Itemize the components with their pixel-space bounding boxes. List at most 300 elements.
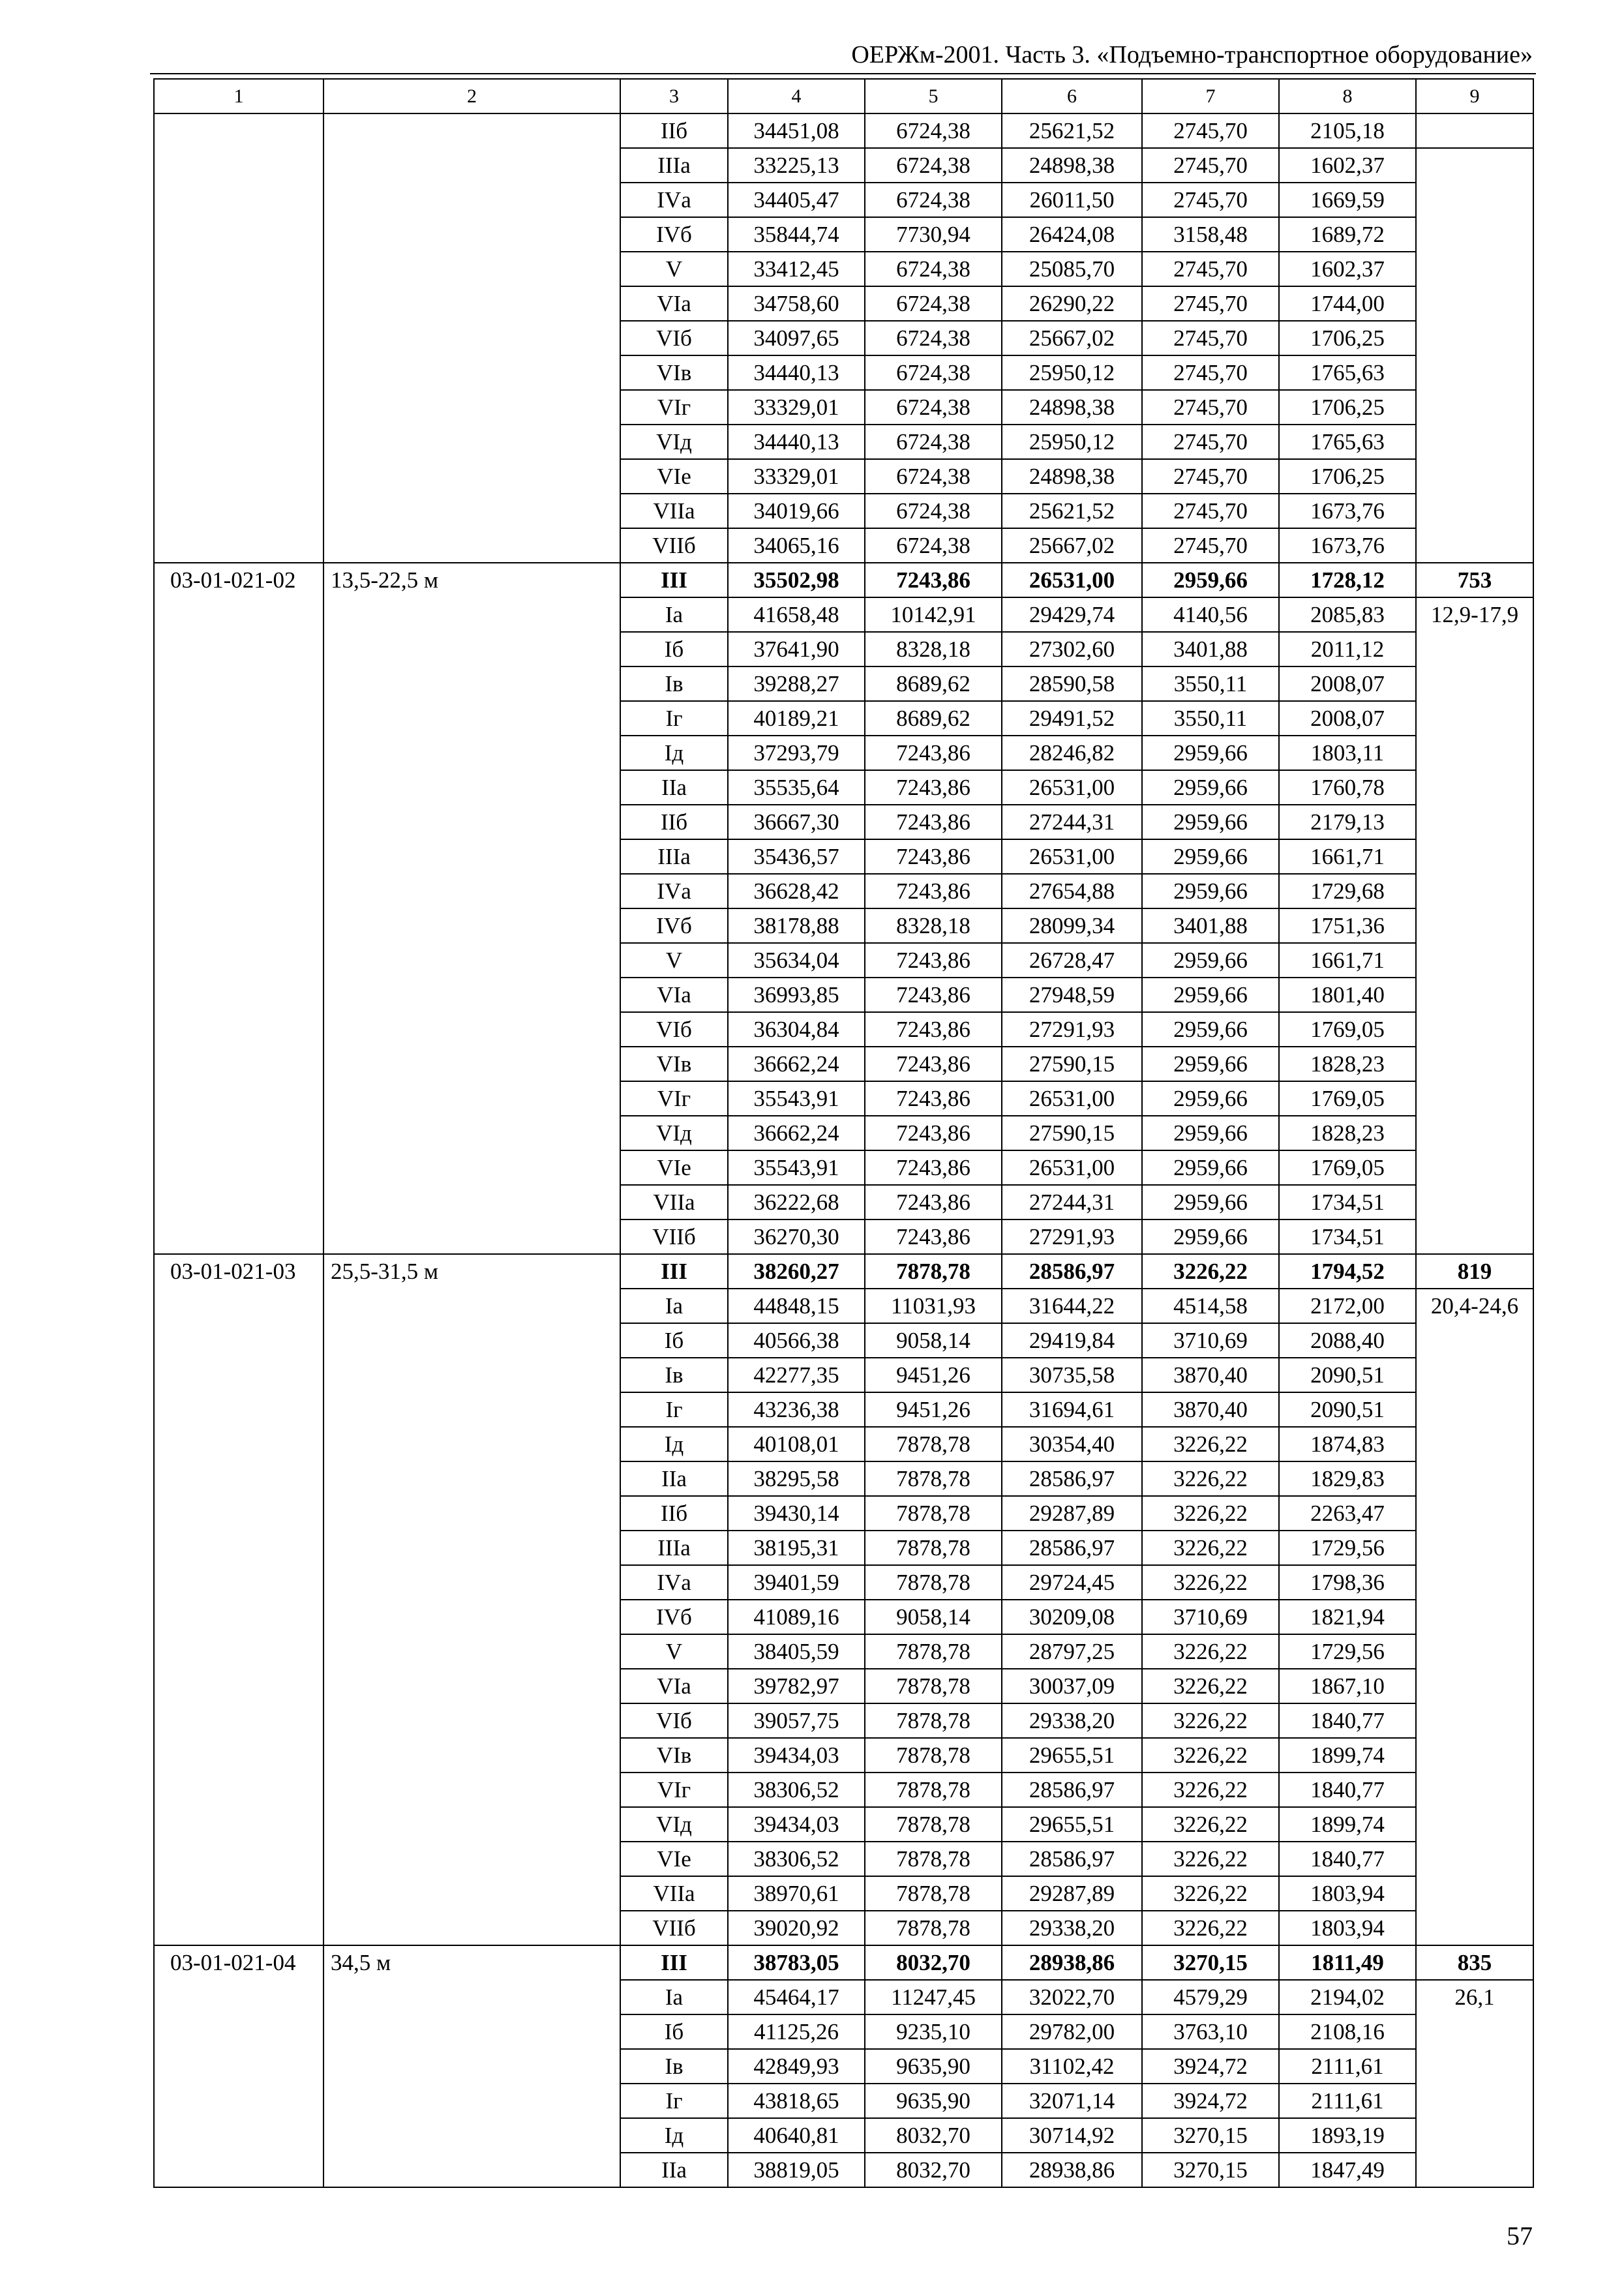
value-cell: 6724,38 — [865, 528, 1002, 563]
zone-cell: VIв — [620, 1047, 728, 1081]
value-cell: 38306,52 — [728, 1773, 865, 1807]
value-cell: 8032,70 — [865, 2118, 1002, 2153]
value-cell: 43818,65 — [728, 2084, 865, 2118]
value-cell: 7243,86 — [865, 736, 1002, 770]
zone-cell: VIIб — [620, 528, 728, 563]
value-cell: 35844,74 — [728, 217, 865, 252]
zone-cell: VIIб — [620, 1911, 728, 1945]
value-cell: 1765,63 — [1279, 355, 1416, 390]
col9-range: 26,1 — [1416, 1980, 1533, 2187]
value-cell: 3401,88 — [1142, 908, 1279, 943]
value-cell: 1794,52 — [1279, 1254, 1416, 1289]
value-cell: 7878,78 — [865, 1634, 1002, 1669]
value-cell: 2959,66 — [1142, 1116, 1279, 1150]
value-cell: 33329,01 — [728, 390, 865, 425]
value-cell: 27590,15 — [1002, 1047, 1142, 1081]
value-cell: 36270,30 — [728, 1219, 865, 1254]
value-cell: 2179,13 — [1279, 805, 1416, 839]
value-cell: 30354,40 — [1002, 1427, 1142, 1461]
value-cell: 2745,70 — [1142, 459, 1279, 494]
lift-height: 34,5 м — [323, 1945, 620, 2187]
value-cell: 39430,14 — [728, 1496, 865, 1531]
column-number-header: 6 — [1002, 79, 1142, 113]
value-cell: 2745,70 — [1142, 252, 1279, 286]
value-cell: 3226,22 — [1142, 1738, 1279, 1773]
value-cell: 2745,70 — [1142, 494, 1279, 528]
value-cell: 2105,18 — [1279, 113, 1416, 148]
value-cell: 9058,14 — [865, 1323, 1002, 1358]
value-cell: 39434,03 — [728, 1738, 865, 1773]
value-cell: 38178,88 — [728, 908, 865, 943]
value-cell: 3550,11 — [1142, 701, 1279, 736]
zone-cell: IIIа — [620, 148, 728, 183]
value-cell: 29287,89 — [1002, 1876, 1142, 1911]
value-cell: 2745,70 — [1142, 113, 1279, 148]
value-cell: 1803,11 — [1279, 736, 1416, 770]
value-cell: 32071,14 — [1002, 2084, 1142, 2118]
value-cell: 1803,94 — [1279, 1876, 1416, 1911]
zone-cell: Iб — [620, 1323, 728, 1358]
value-cell: 3870,40 — [1142, 1358, 1279, 1392]
value-cell: 27291,93 — [1002, 1219, 1142, 1254]
zone-cell: III — [620, 563, 728, 597]
value-cell: 38295,58 — [728, 1461, 865, 1496]
value-cell: 7730,94 — [865, 217, 1002, 252]
value-cell: 31694,61 — [1002, 1392, 1142, 1427]
value-cell: 25667,02 — [1002, 321, 1142, 355]
column-number-header: 7 — [1142, 79, 1279, 113]
value-cell: 1729,68 — [1279, 874, 1416, 908]
value-cell: 39401,59 — [728, 1565, 865, 1600]
value-cell: 29429,74 — [1002, 597, 1142, 632]
zone-cell: Iг — [620, 701, 728, 736]
value-cell: 30209,08 — [1002, 1600, 1142, 1634]
value-cell: 26011,50 — [1002, 183, 1142, 217]
zone-cell: VIб — [620, 1703, 728, 1738]
zone-cell: VIе — [620, 459, 728, 494]
value-cell: 1765,63 — [1279, 425, 1416, 459]
value-cell: 45464,17 — [728, 1980, 865, 2014]
zone-cell: IVа — [620, 1565, 728, 1600]
zone-cell: VIIа — [620, 1876, 728, 1911]
value-cell: 36628,42 — [728, 874, 865, 908]
value-cell: 25621,52 — [1002, 113, 1142, 148]
zone-cell: VIа — [620, 286, 728, 321]
value-cell: 2008,07 — [1279, 701, 1416, 736]
value-cell: 2959,66 — [1142, 1081, 1279, 1116]
zone-cell: IVб — [620, 1600, 728, 1634]
table-body — [154, 79, 1533, 2187]
zone-cell: VIв — [620, 1738, 728, 1773]
value-cell: 44848,15 — [728, 1289, 865, 1323]
col9-value: 753 — [1416, 563, 1533, 597]
value-cell: 7878,78 — [865, 1565, 1002, 1600]
value-cell: 2108,16 — [1279, 2014, 1416, 2049]
value-cell: 3924,72 — [1142, 2084, 1279, 2118]
value-cell: 7878,78 — [865, 1427, 1002, 1461]
value-cell: 3226,22 — [1142, 1565, 1279, 1600]
value-cell: 1821,94 — [1279, 1600, 1416, 1634]
value-cell: 6724,38 — [865, 494, 1002, 528]
column-header-row — [154, 79, 1533, 113]
value-cell: 42849,93 — [728, 2049, 865, 2084]
value-cell: 3870,40 — [1142, 1392, 1279, 1427]
value-cell: 29724,45 — [1002, 1565, 1142, 1600]
value-cell: 24898,38 — [1002, 390, 1142, 425]
value-cell: 29338,20 — [1002, 1911, 1142, 1945]
value-cell: 1602,37 — [1279, 252, 1416, 286]
value-cell: 29287,89 — [1002, 1496, 1142, 1531]
value-cell: 7243,86 — [865, 943, 1002, 978]
zone-cell: VIIа — [620, 1185, 728, 1219]
value-cell: 7243,86 — [865, 1185, 1002, 1219]
column-number-header: 1 — [154, 79, 323, 113]
value-cell: 7243,86 — [865, 1081, 1002, 1116]
zone-cell: Iг — [620, 1392, 728, 1427]
value-cell: 1828,23 — [1279, 1047, 1416, 1081]
value-cell: 9235,10 — [865, 2014, 1002, 2049]
column-number-header: 5 — [865, 79, 1002, 113]
value-cell: 34019,66 — [728, 494, 865, 528]
value-cell: 40640,81 — [728, 2118, 865, 2153]
column-number-header: 3 — [620, 79, 728, 113]
col9-value: 819 — [1416, 1254, 1533, 1289]
value-cell: 3226,22 — [1142, 1842, 1279, 1876]
zone-cell: Iв — [620, 2049, 728, 2084]
value-cell: 2745,70 — [1142, 390, 1279, 425]
value-cell: 30037,09 — [1002, 1669, 1142, 1703]
value-cell: 1706,25 — [1279, 321, 1416, 355]
page-number: 57 — [1507, 2221, 1533, 2251]
zone-cell: Iг — [620, 2084, 728, 2118]
lift-height: 13,5-22,5 м — [323, 563, 620, 1254]
value-cell: 2011,12 — [1279, 632, 1416, 666]
value-cell: 8032,70 — [865, 1945, 1002, 1980]
value-cell: 1760,78 — [1279, 770, 1416, 805]
value-cell: 26531,00 — [1002, 563, 1142, 597]
value-cell: 2008,07 — [1279, 666, 1416, 701]
value-cell: 2172,00 — [1279, 1289, 1416, 1323]
value-cell: 40566,38 — [728, 1323, 865, 1358]
value-cell: 6724,38 — [865, 113, 1002, 148]
value-cell: 2088,40 — [1279, 1323, 1416, 1358]
value-cell: 34405,47 — [728, 183, 865, 217]
zone-cell: VIб — [620, 1012, 728, 1047]
header-rule — [150, 73, 1536, 74]
value-cell: 27291,93 — [1002, 1012, 1142, 1047]
value-cell: 3226,22 — [1142, 1461, 1279, 1496]
zone-cell: IIб — [620, 113, 728, 148]
value-cell: 34451,08 — [728, 113, 865, 148]
value-cell: 36304,84 — [728, 1012, 865, 1047]
value-cell: 28938,86 — [1002, 1945, 1142, 1980]
value-cell: 27948,59 — [1002, 978, 1142, 1012]
value-cell: 1867,10 — [1279, 1669, 1416, 1703]
value-cell: 34440,13 — [728, 425, 865, 459]
value-cell: 40108,01 — [728, 1427, 865, 1461]
zone-cell: Iб — [620, 2014, 728, 2049]
value-cell: 3270,15 — [1142, 2118, 1279, 2153]
value-cell: 28099,34 — [1002, 908, 1142, 943]
value-cell: 27302,60 — [1002, 632, 1142, 666]
value-cell: 2959,66 — [1142, 1219, 1279, 1254]
value-cell: 2959,66 — [1142, 805, 1279, 839]
value-cell: 35543,91 — [728, 1081, 865, 1116]
value-cell: 1769,05 — [1279, 1012, 1416, 1047]
value-cell: 7878,78 — [865, 1461, 1002, 1496]
value-cell: 7243,86 — [865, 1047, 1002, 1081]
zone-cell: VIе — [620, 1150, 728, 1185]
zone-cell: VIг — [620, 390, 728, 425]
value-cell: 31644,22 — [1002, 1289, 1142, 1323]
value-cell: 3158,48 — [1142, 217, 1279, 252]
zone-cell: III — [620, 1254, 728, 1289]
value-cell: 1706,25 — [1279, 390, 1416, 425]
value-cell: 28586,97 — [1002, 1531, 1142, 1565]
value-cell: 35436,57 — [728, 839, 865, 874]
value-cell: 1829,83 — [1279, 1461, 1416, 1496]
value-cell: 2959,66 — [1142, 770, 1279, 805]
value-cell: 3226,22 — [1142, 1807, 1279, 1842]
value-cell: 36662,24 — [728, 1116, 865, 1150]
value-cell: 1893,19 — [1279, 2118, 1416, 2153]
value-cell: 29655,51 — [1002, 1807, 1142, 1842]
value-cell: 2745,70 — [1142, 355, 1279, 390]
value-cell: 2263,47 — [1279, 1496, 1416, 1531]
zone-cell: IVб — [620, 217, 728, 252]
zone-cell: IVа — [620, 183, 728, 217]
value-cell: 2959,66 — [1142, 839, 1279, 874]
value-cell: 35502,98 — [728, 563, 865, 597]
value-cell: 3270,15 — [1142, 2153, 1279, 2187]
value-cell: 1840,77 — [1279, 1703, 1416, 1738]
value-cell: 7878,78 — [865, 1807, 1002, 1842]
value-cell: 1669,59 — [1279, 183, 1416, 217]
zone-cell: III — [620, 1945, 728, 1980]
table-row — [154, 1254, 1533, 1289]
value-cell: 1744,00 — [1279, 286, 1416, 321]
value-cell: 35535,64 — [728, 770, 865, 805]
value-cell: 1899,74 — [1279, 1738, 1416, 1773]
col9-value: 835 — [1416, 1945, 1533, 1980]
value-cell: 36993,85 — [728, 978, 865, 1012]
value-cell: 6724,38 — [865, 183, 1002, 217]
value-cell: 2959,66 — [1142, 1185, 1279, 1219]
value-cell: 1661,71 — [1279, 839, 1416, 874]
column-number-header: 2 — [323, 79, 620, 113]
value-cell: 2959,66 — [1142, 736, 1279, 770]
value-cell: 39020,92 — [728, 1911, 865, 1945]
lift-height — [323, 113, 620, 563]
value-cell: 39057,75 — [728, 1703, 865, 1738]
zone-cell: Iд — [620, 1427, 728, 1461]
value-cell: 3763,10 — [1142, 2014, 1279, 2049]
value-cell: 28938,86 — [1002, 2153, 1142, 2187]
zone-cell: V — [620, 1634, 728, 1669]
zone-cell: Iа — [620, 1289, 728, 1323]
value-cell: 25950,12 — [1002, 425, 1142, 459]
value-cell: 3226,22 — [1142, 1773, 1279, 1807]
zone-cell: Iа — [620, 1980, 728, 2014]
zone-cell: IIб — [620, 805, 728, 839]
zone-cell: Iд — [620, 2118, 728, 2153]
table-row — [154, 113, 1533, 148]
value-cell: 6724,38 — [865, 355, 1002, 390]
value-cell: 1899,74 — [1279, 1807, 1416, 1842]
rates-table — [153, 78, 1534, 2188]
zone-cell: VIIа — [620, 494, 728, 528]
value-cell: 8328,18 — [865, 632, 1002, 666]
value-cell: 28246,82 — [1002, 736, 1142, 770]
value-cell: 1874,83 — [1279, 1427, 1416, 1461]
value-cell: 1811,49 — [1279, 1945, 1416, 1980]
value-cell: 3401,88 — [1142, 632, 1279, 666]
rate-code: 03-01-021-03 — [154, 1254, 323, 1945]
value-cell: 11247,45 — [865, 1980, 1002, 2014]
value-cell: 7243,86 — [865, 839, 1002, 874]
value-cell: 26531,00 — [1002, 1081, 1142, 1116]
value-cell: 6724,38 — [865, 321, 1002, 355]
value-cell: 1769,05 — [1279, 1081, 1416, 1116]
value-cell: 30714,92 — [1002, 2118, 1142, 2153]
zone-cell: IVа — [620, 874, 728, 908]
value-cell: 7243,86 — [865, 1012, 1002, 1047]
value-cell: 24898,38 — [1002, 148, 1142, 183]
value-cell: 7878,78 — [865, 1703, 1002, 1738]
value-cell: 37641,90 — [728, 632, 865, 666]
value-cell: 6724,38 — [865, 252, 1002, 286]
zone-cell: VIд — [620, 1807, 728, 1842]
value-cell: 2745,70 — [1142, 183, 1279, 217]
value-cell: 41658,48 — [728, 597, 865, 632]
rate-code: 03-01-021-02 — [154, 563, 323, 1254]
value-cell: 26728,47 — [1002, 943, 1142, 978]
value-cell: 1661,71 — [1279, 943, 1416, 978]
value-cell: 7243,86 — [865, 874, 1002, 908]
value-cell: 42277,35 — [728, 1358, 865, 1392]
value-cell: 2959,66 — [1142, 1012, 1279, 1047]
value-cell: 28586,97 — [1002, 1842, 1142, 1876]
value-cell: 31102,42 — [1002, 2049, 1142, 2084]
value-cell: 2959,66 — [1142, 978, 1279, 1012]
value-cell: 37293,79 — [728, 736, 865, 770]
value-cell: 38260,27 — [728, 1254, 865, 1289]
value-cell: 3226,22 — [1142, 1427, 1279, 1461]
value-cell: 2959,66 — [1142, 563, 1279, 597]
value-cell: 3226,22 — [1142, 1669, 1279, 1703]
rate-code: 03-01-021-04 — [154, 1945, 323, 2187]
value-cell: 38306,52 — [728, 1842, 865, 1876]
zone-cell: Iд — [620, 736, 728, 770]
value-cell: 41089,16 — [728, 1600, 865, 1634]
value-cell: 7878,78 — [865, 1531, 1002, 1565]
value-cell: 8689,62 — [865, 666, 1002, 701]
value-cell: 38405,59 — [728, 1634, 865, 1669]
value-cell: 6724,38 — [865, 148, 1002, 183]
value-cell: 11031,93 — [865, 1289, 1002, 1323]
value-cell: 7878,78 — [865, 1254, 1002, 1289]
value-cell: 28586,97 — [1002, 1254, 1142, 1289]
value-cell: 1769,05 — [1279, 1150, 1416, 1185]
value-cell: 2745,70 — [1142, 425, 1279, 459]
value-cell: 6724,38 — [865, 286, 1002, 321]
value-cell: 9451,26 — [865, 1358, 1002, 1392]
value-cell: 7878,78 — [865, 1496, 1002, 1531]
value-cell: 34097,65 — [728, 321, 865, 355]
value-cell: 7878,78 — [865, 1876, 1002, 1911]
value-cell: 1728,12 — [1279, 563, 1416, 597]
value-cell: 36662,24 — [728, 1047, 865, 1081]
value-cell: 29419,84 — [1002, 1323, 1142, 1358]
value-cell: 3226,22 — [1142, 1876, 1279, 1911]
table-row — [154, 1945, 1533, 1980]
value-cell: 29338,20 — [1002, 1703, 1142, 1738]
value-cell: 25085,70 — [1002, 252, 1142, 286]
value-cell: 36667,30 — [728, 805, 865, 839]
zone-cell: IIа — [620, 770, 728, 805]
value-cell: 28797,25 — [1002, 1634, 1142, 1669]
zone-cell: Iа — [620, 597, 728, 632]
value-cell: 35634,04 — [728, 943, 865, 978]
zone-cell: Iв — [620, 1358, 728, 1392]
value-cell: 1840,77 — [1279, 1842, 1416, 1876]
value-cell: 10142,91 — [865, 597, 1002, 632]
zone-cell: V — [620, 252, 728, 286]
value-cell: 27590,15 — [1002, 1116, 1142, 1150]
value-cell: 3226,22 — [1142, 1496, 1279, 1531]
value-cell: 1729,56 — [1279, 1531, 1416, 1565]
value-cell: 1840,77 — [1279, 1773, 1416, 1807]
value-cell: 3710,69 — [1142, 1323, 1279, 1358]
value-cell: 26531,00 — [1002, 1150, 1142, 1185]
value-cell: 43236,38 — [728, 1392, 865, 1427]
value-cell: 7878,78 — [865, 1669, 1002, 1703]
value-cell: 7878,78 — [865, 1738, 1002, 1773]
value-cell: 1729,56 — [1279, 1634, 1416, 1669]
value-cell: 3710,69 — [1142, 1600, 1279, 1634]
value-cell: 28586,97 — [1002, 1461, 1142, 1496]
zone-cell: IIIа — [620, 1531, 728, 1565]
value-cell: 7878,78 — [865, 1842, 1002, 1876]
value-cell: 29491,52 — [1002, 701, 1142, 736]
value-cell: 34758,60 — [728, 286, 865, 321]
zone-cell: VIв — [620, 355, 728, 390]
value-cell: 7243,86 — [865, 978, 1002, 1012]
value-cell: 7243,86 — [865, 1116, 1002, 1150]
column-number-header: 9 — [1416, 79, 1533, 113]
value-cell: 1734,51 — [1279, 1219, 1416, 1254]
zone-cell: VIа — [620, 978, 728, 1012]
zone-cell: VIе — [620, 1842, 728, 1876]
value-cell: 1751,36 — [1279, 908, 1416, 943]
value-cell: 2745,70 — [1142, 528, 1279, 563]
value-cell: 28586,97 — [1002, 1773, 1142, 1807]
value-cell: 3924,72 — [1142, 2049, 1279, 2084]
col9-range: 12,9-17,9 — [1416, 597, 1533, 1254]
value-cell: 1847,49 — [1279, 2153, 1416, 2187]
value-cell: 1828,23 — [1279, 1116, 1416, 1150]
value-cell: 25950,12 — [1002, 355, 1142, 390]
value-cell: 2745,70 — [1142, 321, 1279, 355]
zone-cell: VIг — [620, 1081, 728, 1116]
zone-cell: VIд — [620, 425, 728, 459]
value-cell: 1798,36 — [1279, 1565, 1416, 1600]
value-cell: 25621,52 — [1002, 494, 1142, 528]
value-cell: 29655,51 — [1002, 1738, 1142, 1773]
value-cell: 26531,00 — [1002, 770, 1142, 805]
value-cell: 1673,76 — [1279, 494, 1416, 528]
value-cell: 4140,56 — [1142, 597, 1279, 632]
